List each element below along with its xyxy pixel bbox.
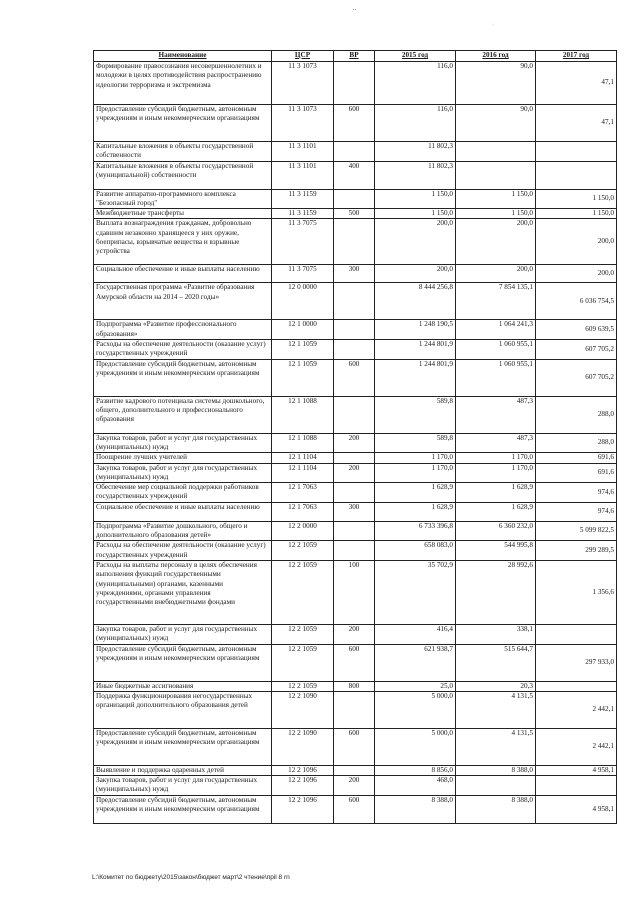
cell-y2017: 609 639,5 [536, 320, 617, 340]
cell-y2016: 8 388,0 [456, 765, 536, 775]
table-row [94, 340, 617, 360]
cell-csr: 12 2 1059 [272, 560, 334, 624]
cell-csr: 11 3 1101 [272, 161, 334, 189]
table-row [94, 142, 617, 162]
cell-y2017: 5 099 822,5 [536, 521, 617, 541]
cell-y2016: 515 644,7 [456, 644, 536, 681]
table-row [94, 644, 617, 681]
cell-y2016: 1 628,9 [456, 483, 536, 503]
header-2015: 2015 год [375, 51, 456, 62]
cell-csr: 12 1 1088 [272, 396, 334, 433]
table-row [94, 776, 617, 796]
cell-y2016: 1 060 955,1 [456, 340, 536, 360]
cell-vr [334, 453, 375, 463]
cell-vr: 600 [334, 105, 375, 142]
cell-name: Иные бюджетные ассигнования [94, 681, 272, 691]
table-row [94, 560, 617, 624]
cell-y2016: 4 131,5 [456, 691, 536, 728]
cell-csr: 12 2 1059 [272, 681, 334, 691]
table-row [94, 265, 617, 283]
header-name: Наименование [94, 51, 272, 62]
cell-vr: 600 [334, 728, 375, 765]
table-header-row [94, 51, 617, 62]
cell-y2017: 974,6 [536, 483, 617, 503]
cell-vr [334, 483, 375, 503]
cell-name: Развитие кадрового потенциала системы дошкольного, общего, дополнительного и профессионального образования [94, 396, 272, 433]
cell-name: Закупка товаров, работ и услуг для государственных (муниципальных) нужд [94, 463, 272, 483]
table-row [94, 463, 617, 483]
cell-name: Закупка товаров, работ и услуг для государственных (муниципальных) нужд [94, 776, 272, 796]
cell-y2017: 288,0 [536, 396, 617, 433]
cell-y2017: 2 442,1 [536, 728, 617, 765]
header-2016: 2016 год [456, 51, 536, 62]
cell-name: Социальное обеспечение и иные выплаты населению [94, 502, 272, 521]
cell-csr: 12 1 7063 [272, 483, 334, 503]
cell-y2015: 1 170,0 [375, 463, 456, 483]
cell-vr: 200 [334, 776, 375, 796]
cell-y2016: 487,3 [456, 396, 536, 433]
cell-name: Предоставление субсидий бюджетным, автономным учреждениям и иным некоммерческим организациям [94, 359, 272, 396]
cell-csr: 11 3 7075 [272, 265, 334, 283]
cell-y2015: 589,8 [375, 396, 456, 433]
cell-csr: 11 3 1159 [272, 189, 334, 209]
table-row [94, 795, 617, 823]
cell-name: Расходы на обеспечение деятельности (оказание услуг) государственных учреждений [94, 340, 272, 360]
cell-csr: 12 1 7063 [272, 502, 334, 521]
cell-name: Предоставление субсидий бюджетным, автономным учреждениям и иным некоммерческим организациям [94, 644, 272, 681]
cell-vr [334, 142, 375, 162]
table-row [94, 62, 617, 105]
cell-name: Расходы на обеспечение деятельности (оказание услуг) государственных учреждений [94, 541, 272, 561]
cell-y2015: 1 150,0 [375, 209, 456, 219]
cell-y2016: 1 150,0 [456, 189, 536, 209]
cell-csr: 12 1 1059 [272, 359, 334, 396]
cell-y2016 [456, 776, 536, 796]
cell-vr: 600 [334, 795, 375, 823]
cell-y2015: 11 802,3 [375, 142, 456, 162]
cell-y2017: 6 036 754,5 [536, 283, 617, 320]
cell-y2015: 8 444 256,8 [375, 283, 456, 320]
table-row [94, 433, 617, 453]
cell-name: Обеспечение мер социальной поддержки работников государственных учреждений [94, 483, 272, 503]
cell-name: Закупка товаров, работ и услуг для государственных (муниципальных) нужд [94, 433, 272, 453]
cell-csr: 12 1 0000 [272, 320, 334, 340]
cell-y2016: 1 628,9 [456, 502, 536, 521]
cell-y2016 [456, 161, 536, 189]
cell-name: Предоставление субсидий бюджетным, автономным учреждениям и иным некоммерческим организациям [94, 728, 272, 765]
cell-vr [334, 691, 375, 728]
cell-vr: 200 [334, 463, 375, 483]
cell-y2015: 1 150,0 [375, 189, 456, 209]
table-row [94, 624, 617, 644]
table-row [94, 691, 617, 728]
cell-name: Развитие аппаратно-программного комплекса "Безопасный город" [94, 189, 272, 209]
cell-y2015: 1 244 801,9 [375, 359, 456, 396]
cell-vr: 400 [334, 161, 375, 189]
cell-csr: 12 1 1104 [272, 453, 334, 463]
budget-table [93, 50, 617, 824]
cell-y2015: 468,0 [375, 776, 456, 796]
cell-y2015: 200,0 [375, 219, 456, 265]
cell-y2015: 11 802,3 [375, 161, 456, 189]
cell-y2016: 20,3 [456, 681, 536, 691]
cell-y2017: 1 150,0 [536, 209, 617, 219]
cell-vr [334, 189, 375, 209]
cell-y2015: 8 856,0 [375, 765, 456, 775]
cell-vr [334, 521, 375, 541]
cell-y2015: 5 000,0 [375, 691, 456, 728]
cell-y2017 [536, 681, 617, 691]
cell-name: Расходы на выплаты персоналу в целях обеспечения выполнения функций государственными (муниципальными) органами, казенными учреждениями, органами управления государственными внебюджетными фондами [94, 560, 272, 624]
scan-mark: ·· [352, 6, 357, 14]
cell-csr: 11 3 1073 [272, 105, 334, 142]
cell-vr [334, 283, 375, 320]
cell-y2016: 1 150,0 [456, 209, 536, 219]
cell-name: Выявление и поддержка одаренных детей [94, 765, 272, 775]
cell-y2016: 8 388,0 [456, 795, 536, 823]
cell-name: Межбюджетные трансферты [94, 209, 272, 219]
cell-vr: 100 [334, 560, 375, 624]
cell-y2015: 6 733 396,8 [375, 521, 456, 541]
cell-csr: 12 1 1059 [272, 340, 334, 360]
cell-y2015: 116,0 [375, 62, 456, 105]
table-row [94, 728, 617, 765]
file-path-footer: L:\Комитет по бюджету\2015\закон\бюджет март\2 чтение\прil 8 rn [92, 874, 290, 881]
cell-y2017: 607 705,2 [536, 359, 617, 396]
cell-vr [334, 765, 375, 775]
cell-y2016: 7 854 135,1 [456, 283, 536, 320]
cell-y2016: 1 170,0 [456, 453, 536, 463]
table-row [94, 521, 617, 541]
cell-y2017: 1 150,0 [536, 189, 617, 209]
cell-y2016: 28 992,6 [456, 560, 536, 624]
cell-y2017 [536, 142, 617, 162]
header-2017: 2017 год [536, 51, 617, 62]
cell-y2017: 299 289,5 [536, 541, 617, 561]
cell-y2015: 1 628,9 [375, 502, 456, 521]
cell-y2016 [456, 142, 536, 162]
cell-y2016: 1 060 955,1 [456, 359, 536, 396]
cell-y2017 [536, 161, 617, 189]
cell-y2017: 47,1 [536, 62, 617, 105]
cell-csr: 12 2 1090 [272, 691, 334, 728]
cell-y2017: 4 958,1 [536, 765, 617, 775]
table-row [94, 105, 617, 142]
cell-name: Поддержка функционирования негосударственных организаций дополнительного образования детей [94, 691, 272, 728]
cell-vr: 300 [334, 265, 375, 283]
cell-name: Капитальные вложения в объекты государственной собственности [94, 142, 272, 162]
cell-y2015: 1 628,9 [375, 483, 456, 503]
cell-y2015: 621 938,7 [375, 644, 456, 681]
cell-y2016: 200,0 [456, 265, 536, 283]
cell-y2017: 288,0 [536, 433, 617, 453]
cell-y2016: 90,0 [456, 62, 536, 105]
cell-vr: 300 [334, 502, 375, 521]
table-row [94, 765, 617, 775]
cell-csr: 12 0 0000 [272, 283, 334, 320]
cell-csr: 11 3 1073 [272, 62, 334, 105]
cell-name: Предоставление субсидий бюджетным, автономным учреждениям и иным некоммерческим организациям [94, 795, 272, 823]
cell-y2015: 416,4 [375, 624, 456, 644]
header-csr: ЦСР [272, 51, 334, 62]
cell-vr: 800 [334, 681, 375, 691]
cell-y2015: 200,0 [375, 265, 456, 283]
table-row [94, 396, 617, 433]
cell-csr: 12 1 1104 [272, 463, 334, 483]
cell-vr [334, 219, 375, 265]
cell-y2016: 90,0 [456, 105, 536, 142]
table-row [94, 483, 617, 503]
cell-name: Предоставление субсидий бюджетным, автономным учреждениям и иным некоммерческим организациям [94, 105, 272, 142]
cell-y2016: 487,3 [456, 433, 536, 453]
cell-y2017: 691,6 [536, 453, 617, 463]
cell-y2016: 338,1 [456, 624, 536, 644]
cell-vr: 200 [334, 624, 375, 644]
table-row [94, 209, 617, 219]
cell-csr: 12 2 1059 [272, 541, 334, 561]
cell-y2016: 200,0 [456, 219, 536, 265]
cell-y2015: 35 702,9 [375, 560, 456, 624]
cell-y2016: 4 131,5 [456, 728, 536, 765]
cell-vr: 500 [334, 209, 375, 219]
cell-y2017 [536, 624, 617, 644]
table-row [94, 320, 617, 340]
table-row [94, 359, 617, 396]
cell-vr [334, 396, 375, 433]
cell-name: Подпрограмма «Развитие дошкольного, общего и дополнительного образования детей» [94, 521, 272, 541]
cell-vr: 600 [334, 644, 375, 681]
cell-y2015: 658 083,0 [375, 541, 456, 561]
cell-name: Выплата вознаграждения гражданам, добровольно сдавшим незаконно хранящееся у них оружие, боеприпасы, взрывчатые вещества и взрывные устройства [94, 219, 272, 265]
cell-y2017: 47,1 [536, 105, 617, 142]
cell-csr: 12 2 1059 [272, 644, 334, 681]
cell-name: Государственная программа «Развитие образования Амурской области на 2014 – 2020 годы» [94, 283, 272, 320]
table-row [94, 541, 617, 561]
cell-y2015: 589,8 [375, 433, 456, 453]
cell-csr: 11 3 1101 [272, 142, 334, 162]
cell-y2015: 25,0 [375, 681, 456, 691]
cell-csr: 12 2 1096 [272, 765, 334, 775]
cell-csr: 12 2 1096 [272, 795, 334, 823]
cell-y2017: 200,0 [536, 265, 617, 283]
cell-vr: 200 [334, 433, 375, 453]
scan-speck: · [492, 22, 494, 28]
cell-y2017: 607 705,2 [536, 340, 617, 360]
cell-y2017: 691,6 [536, 463, 617, 483]
cell-vr [334, 340, 375, 360]
cell-y2016: 544 995,8 [456, 541, 536, 561]
table-row [94, 219, 617, 265]
cell-y2015: 5 000,0 [375, 728, 456, 765]
cell-csr: 12 2 0000 [272, 521, 334, 541]
cell-vr [334, 62, 375, 105]
cell-y2017: 200,0 [536, 219, 617, 265]
cell-csr: 12 1 1088 [272, 433, 334, 453]
cell-csr: 11 3 1159 [272, 209, 334, 219]
table-row [94, 453, 617, 463]
cell-y2015: 1 248 190,5 [375, 320, 456, 340]
cell-csr: 12 2 1096 [272, 776, 334, 796]
table-row [94, 502, 617, 521]
header-vr: ВР [334, 51, 375, 62]
table-row [94, 681, 617, 691]
table-row [94, 189, 617, 209]
cell-name: Поощрение лучших учителей [94, 453, 272, 463]
cell-y2015: 116,0 [375, 105, 456, 142]
cell-y2015: 1 244 801,9 [375, 340, 456, 360]
cell-y2015: 8 388,0 [375, 795, 456, 823]
cell-y2015: 1 170,0 [375, 453, 456, 463]
cell-csr: 12 2 1059 [272, 624, 334, 644]
cell-y2017 [536, 776, 617, 796]
cell-y2017: 4 958,1 [536, 795, 617, 823]
cell-name: Формирование правосознания несовершеннолетних и молодежи в целях противодействия распространению идеологии терроризма и экстремизма [94, 62, 272, 105]
cell-name: Капитальные вложения в объекты государственной (муниципальной) собственности [94, 161, 272, 189]
table-row [94, 283, 617, 320]
cell-name: Закупка товаров, работ и услуг для государственных (муниципальных) нужд [94, 624, 272, 644]
cell-csr: 11 3 7075 [272, 219, 334, 265]
cell-vr [334, 320, 375, 340]
table-row [94, 161, 617, 189]
cell-y2017: 1 356,6 [536, 560, 617, 624]
cell-y2017: 974,6 [536, 502, 617, 521]
cell-vr [334, 541, 375, 561]
cell-y2017: 2 442,1 [536, 691, 617, 728]
cell-vr: 600 [334, 359, 375, 396]
cell-name: Подпрограмма «Развитие профессионального образования» [94, 320, 272, 340]
cell-y2017: 297 933,0 [536, 644, 617, 681]
cell-y2016: 6 360 232,0 [456, 521, 536, 541]
cell-y2016: 1 064 241,3 [456, 320, 536, 340]
cell-csr: 12 2 1090 [272, 728, 334, 765]
cell-y2016: 1 170,0 [456, 463, 536, 483]
cell-name: Социальное обеспечение и иные выплаты населению [94, 265, 272, 283]
